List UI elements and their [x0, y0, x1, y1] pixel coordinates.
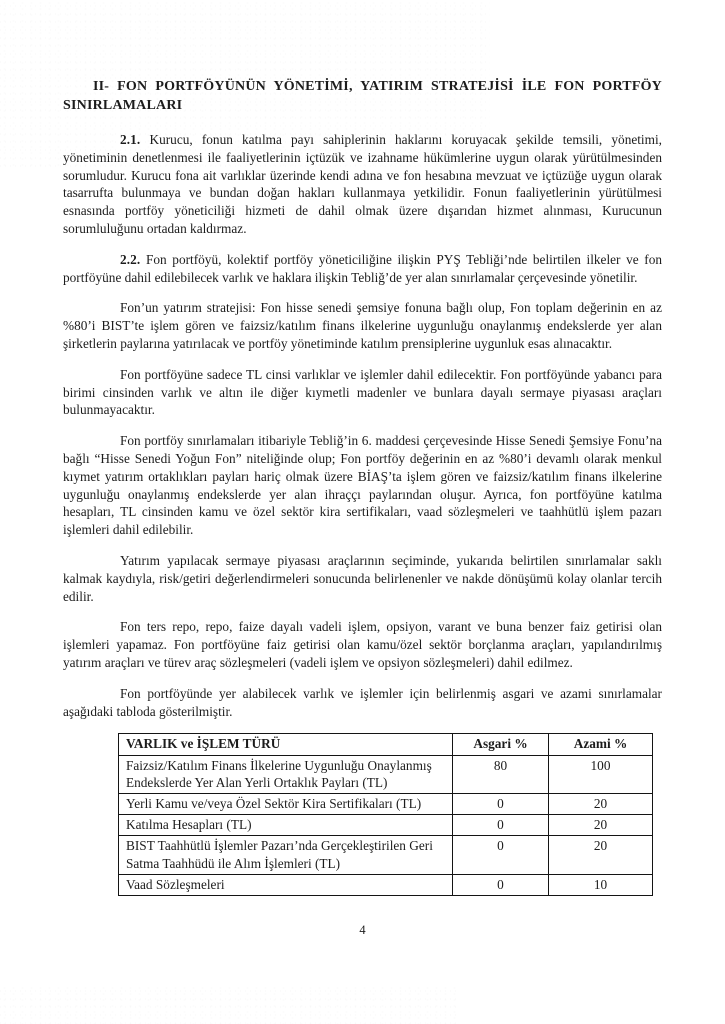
- header-max-percent: Azami %: [549, 734, 653, 755]
- asset-limits-table: [118, 733, 653, 896]
- asset-min: 0: [453, 836, 549, 874]
- asset-name: Faizsiz/Katılım Finans İlkelerine Uygunluğu Onaylanmış Endekslerde Yer Alan Yerli Ortaklık Payları (TL): [119, 755, 453, 793]
- asset-max: 10: [549, 874, 653, 895]
- table-header-row: [119, 734, 653, 755]
- asset-max: 100: [549, 755, 653, 793]
- paragraph-strategy-text: Fon’un yatırım stratejisi: Fon hisse senedi şemsiye fonuna bağlı olup, Fon toplam değerinin en az %80’i BIST’te işlem gören ve faizsiz/katılım finans ilkelerine uygunluğu onaylanmış endekslerde yer alan şirketlerin paylarına yatırılacak ve portföy yönetiminde katılım prensiplerine uygunluk esas alınacaktır.: [63, 300, 662, 351]
- page-number: 4: [359, 922, 366, 937]
- paragraph-portfolio-limits: [63, 432, 662, 539]
- header-min-percent: Asgari %: [453, 734, 549, 755]
- paragraph-tl-assets: [63, 366, 662, 419]
- paragraph-strategy: [63, 299, 662, 352]
- paragraph-table-intro-text: Fon portföyünde yer alabilecek varlık ve işlemler için belirlenmiş asgari ve azami sınırlamalar aşağıdaki tabloda gösterilmiştir.: [63, 685, 662, 719]
- table-header: [119, 734, 653, 755]
- paragraph-tl-assets-text: Fon portföyüne sadece TL cinsi varlıklar ve işlemler dahil edilecektir. Fon portföyünde yabancı para birimi cinsinden varlık ve altın ile diğer kıymetli madenler ve bunlara dayalı sermaye piyasası araçları bulunmayacaktır.: [63, 366, 662, 418]
- asset-min: 80: [453, 755, 549, 793]
- clause-number-2-2: 2.2.: [120, 251, 141, 267]
- asset-min: 0: [453, 793, 549, 814]
- paragraph-2-1-text: Kurucu, fonun katılma payı sahiplerinin haklarını koruyacak şekilde temsili, yönetimi, yönetiminin denetlenmesi ile faaliyetlerinin içtüzük ve izahname hükümlerine uygun olarak yürütülmesinden sorumludur. Kurucu fona ait varlıklar üzerinde kendi adına ve fon hesabına mevzuat ve içtüzüğe uygun olarak tasarrufta bulunmaya ve bundan doğan hakları kullanmaya yetkilidir. Fonun faaliyetlerinin yürütülmesi esnasında portföy yöneticiliği hizmeti de dahil olmak üzere dışarıdan hizmet alınması, Kurucunun sorumluluğunu ortadan kaldırmaz.: [63, 132, 662, 236]
- paragraph-2-1: [63, 131, 662, 238]
- page-content: [63, 78, 662, 938]
- section-title: II- FON PORTFÖYÜNÜN YÖNETİMİ, YATIRIM STRATEJİSİ İLE FON PORTFÖY SINIRLAMALARI: [63, 79, 662, 113]
- table-row: [119, 793, 653, 814]
- table-row: [119, 836, 653, 874]
- scan-noise-bottom: [0, 985, 460, 1024]
- paragraph-2-2-text: Fon portföyü, kolektif portföy yöneticiliğine ilişkin PYŞ Tebliği’nde belirtilen ilkeler ve fon portföyüne dahil edilebilecek varlık ve haklara ilişkin Tebliğ’de yer alan sınırlamalar çerçevesinde yönetilir.: [63, 251, 662, 285]
- asset-name: Vaad Sözleşmeleri: [119, 874, 453, 895]
- asset-name: Yerli Kamu ve/veya Özel Sektör Kira Sertifikaları (TL): [119, 793, 453, 814]
- paragraph-table-intro: [63, 685, 662, 721]
- asset-name: BIST Taahhütlü İşlemler Pazarı’nda Gerçekleştirilen Geri Satma Taahhüdü ile Alım İşlemleri (TL): [119, 836, 453, 874]
- asset-name: Katılma Hesapları (TL): [119, 815, 453, 836]
- paragraph-portfolio-limits-text: Fon portföy sınırlamaları itibariyle Tebliğ’in 6. maddesi çerçevesinde Hisse Senedi Şemsiye Fonu’na bağlı “Hisse Senedi Yoğun Fon” niteliğinde olup; Fon portföy değerinin en az %80’i devamlı olarak menkul kıymet yatırım ortaklıkları payları hariç olmak üzere BİAŞ’ta işlem gören ve faizsiz/katılım finans ilkelerine uygunluğu onaylanmış endekslerde yer alan ihraççı paylarından oluşur. Ayrıca, fon portföyüne katılma hesapları, TL cinsinden kamu ve özel sektör kira sertifikaları, vaad sözleşmeleri ve taahhütlü işlem pazarı işlemleri dahil edilebilir.: [63, 433, 662, 538]
- asset-min: 0: [453, 874, 549, 895]
- table-body: [119, 755, 653, 895]
- table-row: [119, 755, 653, 793]
- paragraph-prohibited-instruments: [63, 618, 662, 671]
- paragraph-selection-criteria-text: Yatırım yapılacak sermaye piyasası araçlarının seçiminde, yukarıda belirtilen sınırlamalar saklı kalmak kaydıyla, risk/getiri değerlendirmeleri sonucunda belirlenenler ve nakde dönüşümü kolay olanlar tercih edilir.: [63, 552, 662, 604]
- asset-max: 20: [549, 793, 653, 814]
- header-asset-type: VARLIK ve İŞLEM TÜRÜ: [119, 734, 453, 755]
- asset-min: 0: [453, 815, 549, 836]
- paragraph-prohibited-instruments-text: Fon ters repo, repo, faize dayalı vadeli işlem, opsiyon, varant ve buna benzer faiz getirisi olan işlemleri yapamaz. Fon portföyüne faiz getirisi olan kamu/özel sektör borçlanma araçları, yapılandırılmış yatırım araçları ve türev araç sözleşmeleri (vadeli işlem ve opsiyon sözleşmeleri) dahil edilmez.: [63, 619, 662, 670]
- table-row: [119, 874, 653, 895]
- paragraph-selection-criteria: [63, 552, 662, 605]
- clause-number-2-1: 2.1.: [120, 132, 141, 147]
- table-row: [119, 815, 653, 836]
- asset-max: 20: [549, 836, 653, 874]
- asset-max: 20: [549, 815, 653, 836]
- paragraph-2-2: [63, 251, 662, 287]
